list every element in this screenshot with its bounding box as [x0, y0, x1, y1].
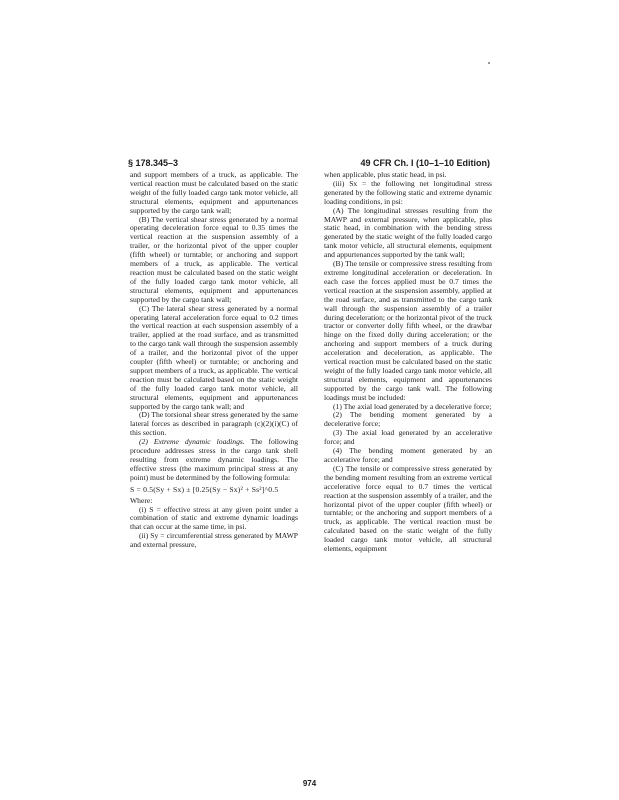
paragraph-text: (1) The axial load generated by a decelerative force; [333, 401, 492, 411]
paragraph [130, 438, 298, 483]
paragraph [324, 429, 492, 447]
paragraph [130, 486, 298, 495]
paragraph [130, 305, 298, 412]
paragraph-text: (B) The vertical shear stress generated by a normal operating deceleration force equal to 0.35 times the vertical reaction at the suspension assembly of a trailer, or the horizontal pivot of the upper coupler (fifth wheel) or turntable; or anchoring and support members of a truck, as applicable. The vertical reaction must be calculated based on the static weight of the fully loaded cargo tank motor vehicle, all structural elements, equipment and appurtenances supported by the cargo tank wall; [130, 214, 298, 304]
paragraph [130, 532, 298, 550]
paragraph [130, 171, 298, 216]
paragraph-text: (ii) Sy = circumferential stress generated by MAWP and external pressure, [130, 531, 298, 550]
running-header [128, 158, 490, 169]
paragraph-text: (4) The bending moment generated by an accelerative force; and [324, 446, 492, 464]
paragraph-text: (B) The tensile or compressive stress resulting from extreme longitudinal acceleration or deceleration. In each case the forces applied must be 0.7 times the vertical reaction at the suspension assembly, applied at the road surface, and as transmitted to the cargo tank wall through the suspension assembly of a trailer during deceleration; or the horizontal pivot of the truck tractor or converter dolly fifth wheel, or the drawbar hinge on the fixed dolly during acceleration; or the anchoring and support members of a truck during acceleration and deceleration, as applicable. The vertical reaction must be calculated based on the static weight of the fully loaded cargo tank motor vehicle, all structural elements, equipment and appurtenances supported by the cargo tank wall. The following loadings must be included: [324, 259, 492, 402]
cfr-citation: 49 CFR Ch. I (10–1–10 Edition) [360, 158, 490, 168]
paragraph-text: (2) The bending moment generated by a decelerative force; [324, 410, 492, 429]
paragraph-text: The following procedure addresses stress in the cargo tank shell resulting from extreme dynamic loadings. The effective stress (the maximum principal stress at any point) must be determined by the following formula: [130, 437, 298, 482]
paragraph-text: (iii) Sx = the following net longitudinal stress generated by the following static and extreme dynamic loading conditions, in psi: [324, 178, 492, 206]
scan-speck [488, 62, 490, 64]
paragraph-text: when applicable, plus static head, in psi. [324, 171, 447, 179]
page-number: 974 [302, 779, 317, 788]
paragraph-text: (C) The tensile or compressive stress generated by the bending moment resulting from an extreme vertical accelerative force equal to 0.7 times the vertical reaction at the suspension assembly of a trailer, and the horizontal pivot of the upper coupler (fifth wheel) or turntable; or the anchoring and support members of a truck, as applicable. The vertical reaction must be calculated based on the static weight of the fully loaded cargo tank motor vehicle, all structural elements, equipment [324, 463, 492, 554]
paragraph-text: (A) The longitudinal stresses resulting from the MAWP and external pressure, when applicable, plus static head, in combination with the bending stress generated by the static weight of the fully loaded cargo tank motor vehicle, all structural elements, equipment and appurtenances supported by the tank wall; [324, 205, 492, 260]
paragraph [130, 506, 298, 533]
paragraph [130, 216, 298, 305]
paragraph [324, 411, 492, 429]
paragraph [324, 260, 492, 403]
paragraph [324, 447, 492, 465]
paragraph-text: Where: [130, 495, 153, 505]
paragraph-text: and support members of a truck, as applicable. The vertical reaction must be calculated based on the static weight of the fully loaded cargo tank motor vehicle, all structural elements, equipment and appurtenances supported by the cargo tank wall; [130, 171, 298, 215]
paragraph [130, 411, 298, 438]
paragraph [324, 207, 492, 260]
left-column [130, 171, 298, 779]
paragraph-text: (3) The axial load generated by an accelerative force; and [324, 428, 492, 447]
paragraph-text: (D) The torsional shear stress generated by the same lateral forces as described in paragraph (c)(2)(i)(C) of this section. [130, 410, 298, 438]
paragraph-text: S = 0.5(Sy + Sx) ± [0.25(Sy − Sx)² + Ss²]^0.5 [130, 484, 279, 494]
paragraph-text: (i) S = effective stress at any given point under a combination of static and extreme dynamic loadings that can occur at the same time, in psi. [130, 504, 298, 532]
paragraph [324, 465, 492, 554]
section-number: § 178.345–3 [128, 158, 179, 168]
paragraph [324, 180, 492, 207]
paragraph-text: (C) The lateral shear stress generated by a normal operating lateral acceleration force equal to 0.2 times the vertical reaction at each suspension assembly of a trailer, applied at the road surface, and as transmitted to the cargo tank wall through the suspension assembly of a trailer, and the horizontal pivot of the upper coupler (fifth wheel) or turntable; or anchoring and support members of a truck, as applicable. The vertical reaction must be calculated based on the static weight of the fully loaded cargo tank motor vehicle, all structural elements, equipment and appurtenances supported by the cargo tank wall; and [130, 303, 298, 411]
paragraph-heading: (2) Extreme dynamic loadings. [139, 437, 245, 447]
right-column [324, 171, 492, 779]
